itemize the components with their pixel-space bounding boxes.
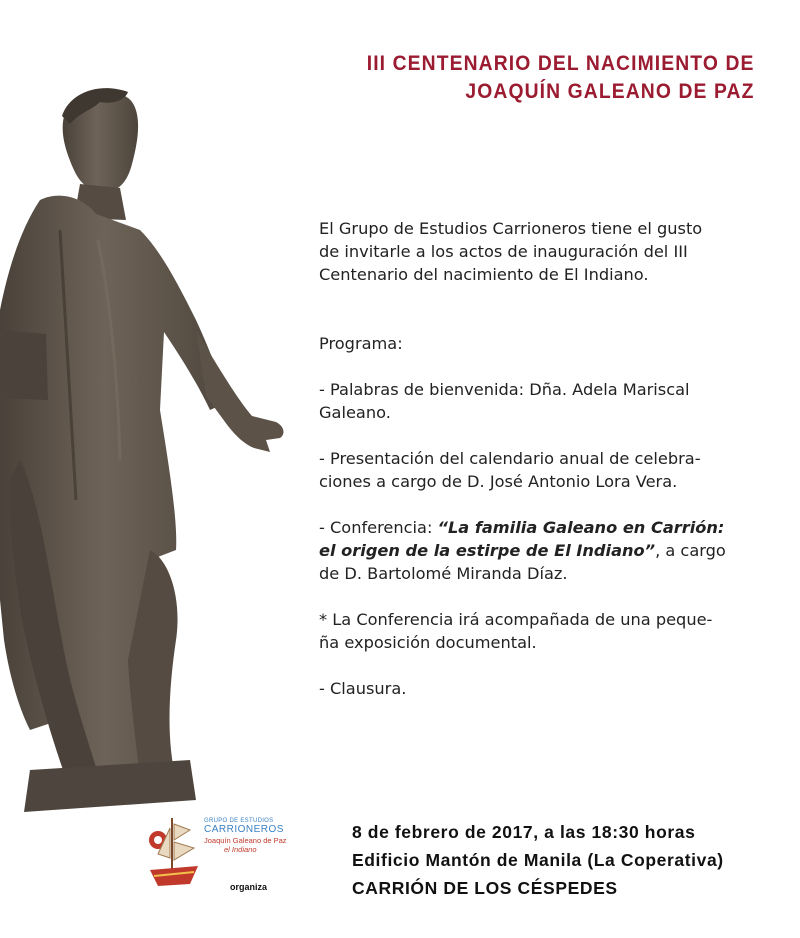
statue-image <box>0 80 300 820</box>
title-line-1: III CENTENARIO DEL NACIMIENTO DE <box>366 52 754 75</box>
organizer-logo <box>144 814 294 898</box>
program-closing: - Clausura. <box>319 679 407 698</box>
logo-line-2: CARRIONEROS <box>204 824 284 835</box>
event-date: 8 de febrero de 2017, a las 18:30 horas <box>352 822 696 842</box>
conference-title-part-2: el origen de la estirpe de El Indiano” <box>319 541 656 560</box>
logo-line-1: GRUPO DE ESTUDIOS <box>204 818 274 824</box>
program-item-3-line-1 <box>319 516 759 539</box>
conference-title-part-1: “La familia Galeano en Carrión: <box>437 518 725 537</box>
conference-prefix: - Conferencia: <box>319 518 438 537</box>
logo-line-4: el Indiano <box>224 845 257 854</box>
program-item-2-line-1: - Presentación del calendario anual de celebra- <box>319 449 701 468</box>
event-details <box>352 818 724 902</box>
intro-line-2: de invitarle a los actos de inauguración del III <box>319 242 688 261</box>
intro-line-1: El Grupo de Estudios Carrioneros tiene el gusto <box>319 219 703 238</box>
program-item-1-line-2: Galeano. <box>319 403 391 422</box>
invitation-body <box>319 217 759 700</box>
logo-line-3: Joaquín Galeano de Paz <box>204 836 287 845</box>
page-title <box>366 50 754 106</box>
programa-label: Programa: <box>319 334 403 353</box>
program-item-3-line-2 <box>319 539 759 562</box>
event-town: CARRIÓN DE LOS CÉSPEDES <box>352 878 618 898</box>
intro-line-3: Centenario del nacimiento de El Indiano. <box>319 265 649 284</box>
note-line-1: * La Conferencia irá acompañada de una peque- <box>319 610 713 629</box>
title-line-2: JOAQUÍN GALEANO DE PAZ <box>464 80 754 103</box>
program-item-3-line-3: de D. Bartolomé Miranda Díaz. <box>319 564 568 583</box>
program-item-1-line-1: - Palabras de bienvenida: Dña. Adela Mariscal <box>319 380 690 399</box>
program-item-2-line-2: ciones a cargo de D. José Antonio Lora Vera. <box>319 472 678 491</box>
note-line-2: ña exposición documental. <box>319 633 537 652</box>
event-venue: Edificio Mantón de Manila (La Coperativa) <box>352 850 724 870</box>
organiza-label: organiza <box>230 882 268 892</box>
conference-suffix: , a cargo <box>655 541 726 560</box>
ship-icon <box>144 814 202 892</box>
